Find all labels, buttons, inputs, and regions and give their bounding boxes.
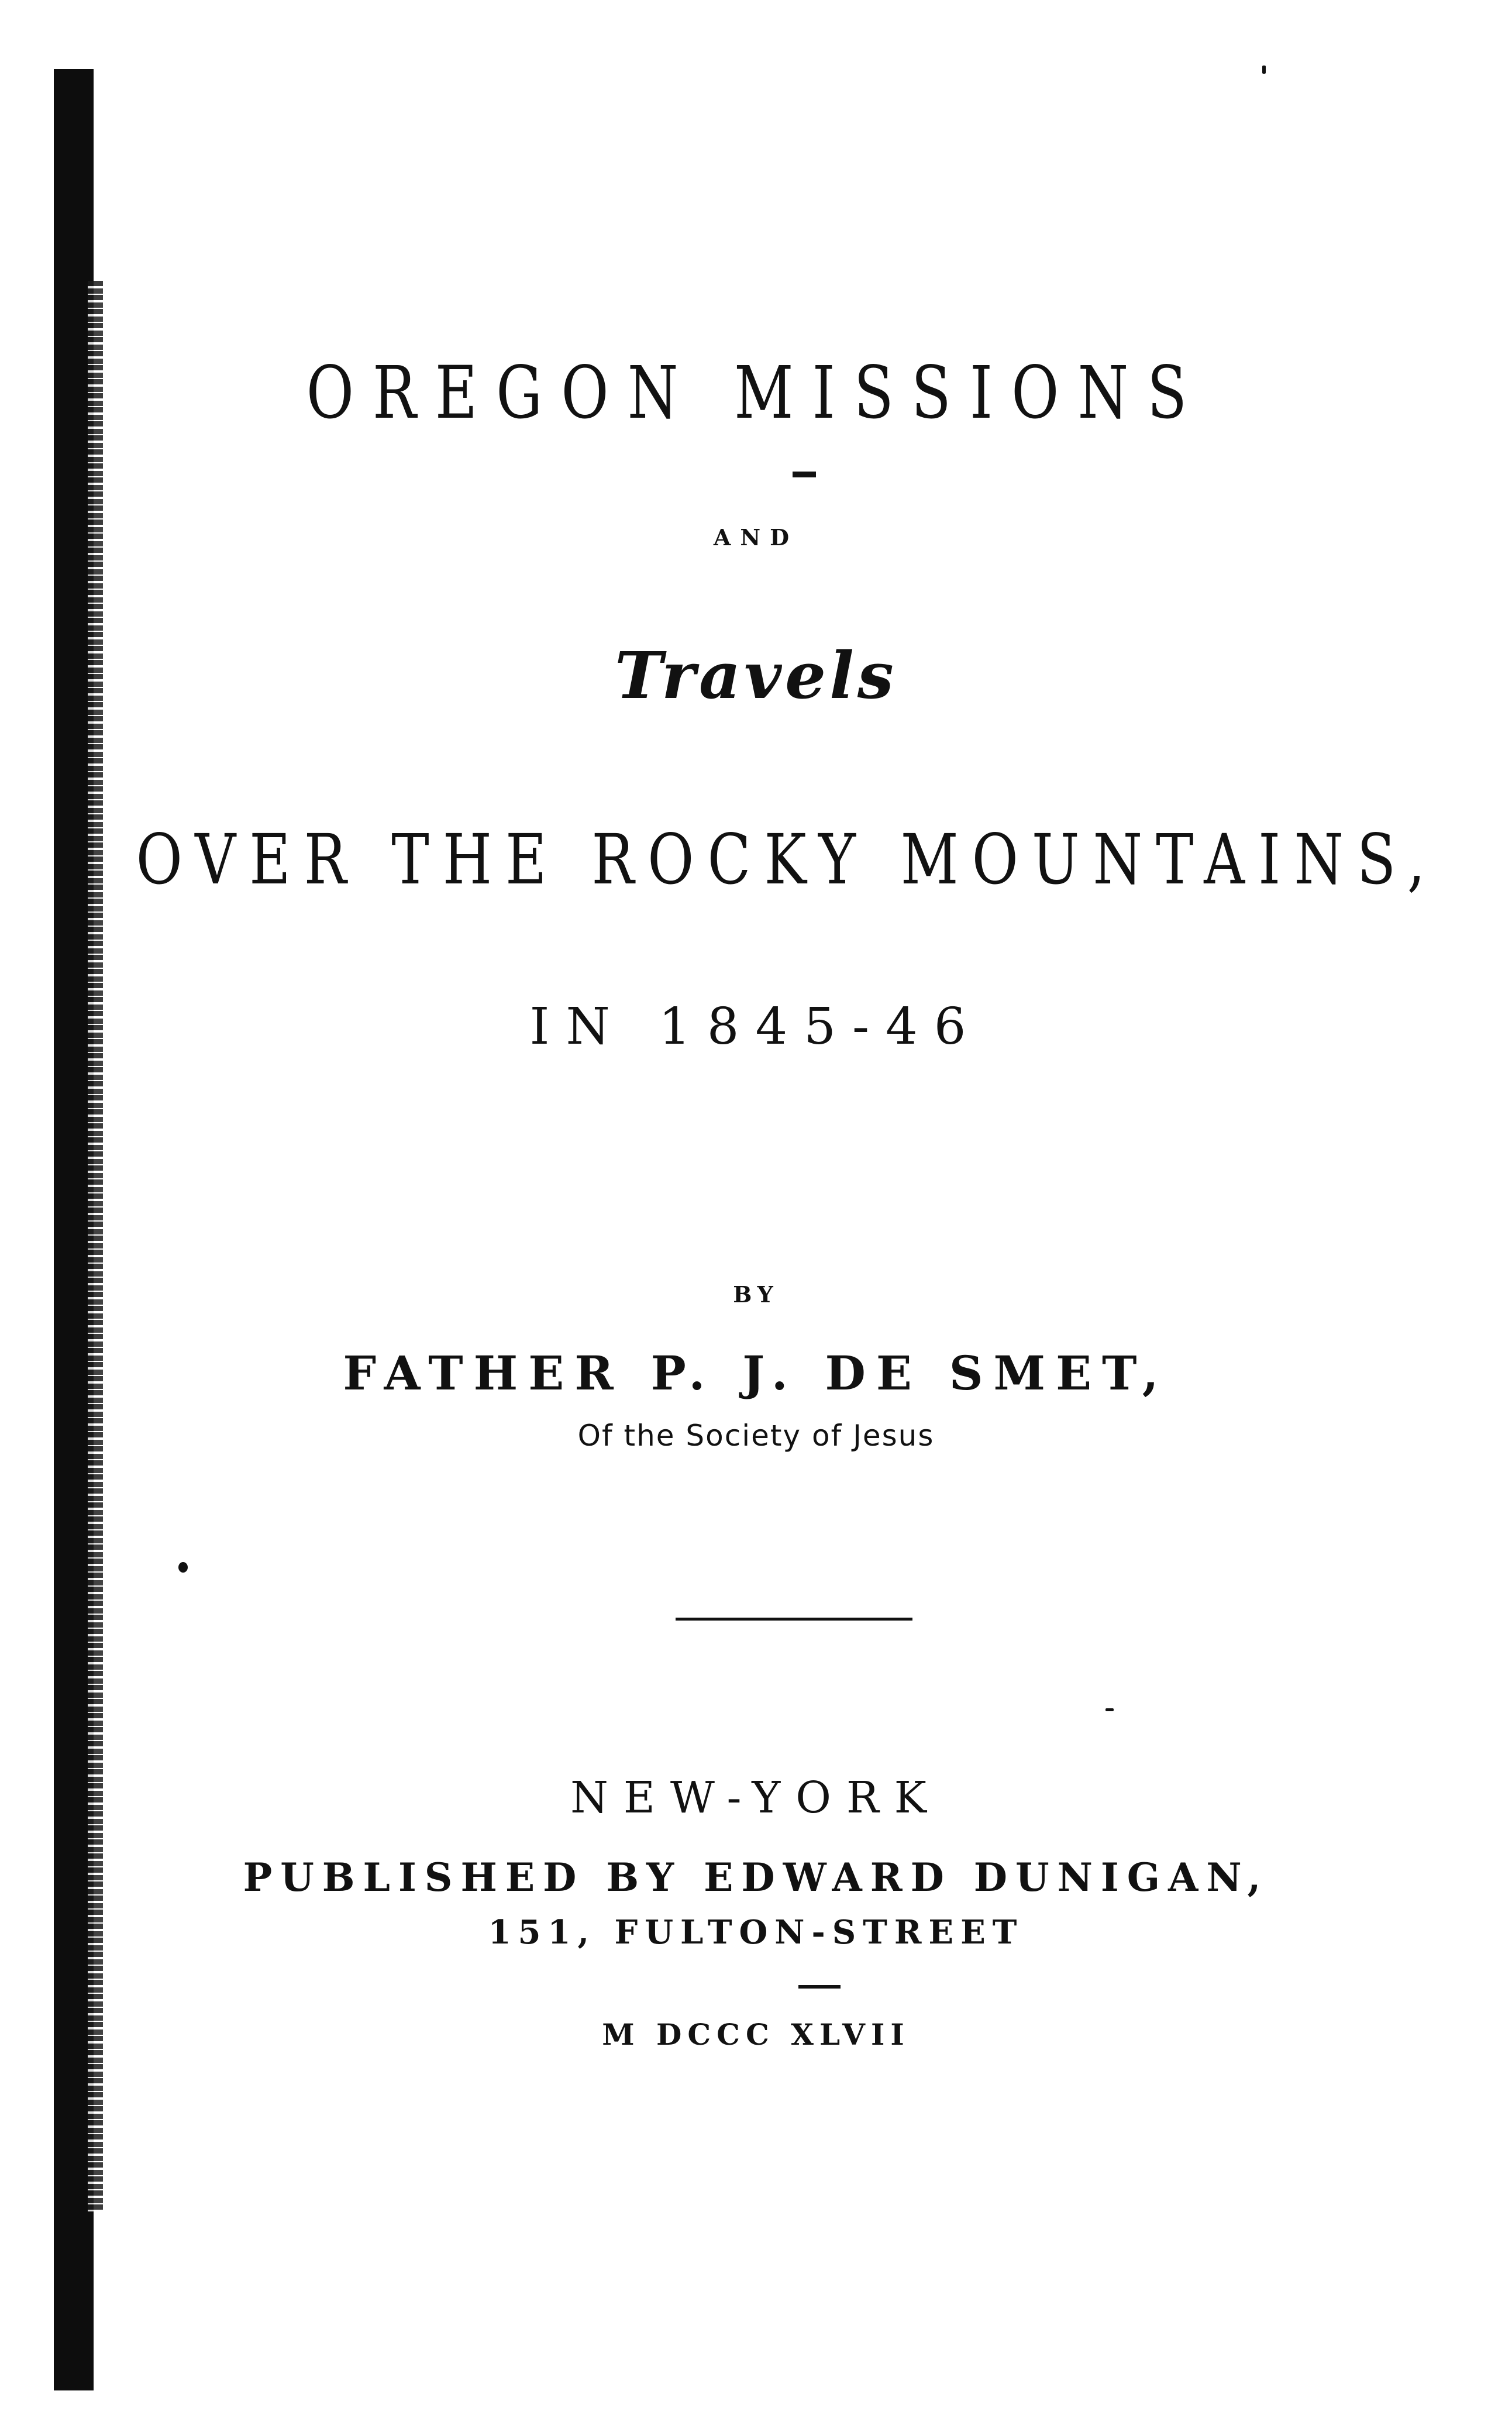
by-label: BY	[733, 1281, 779, 1308]
book-title-travels: Travels	[615, 638, 897, 713]
conjunction-and: AND	[713, 524, 799, 551]
print-speck	[1262, 66, 1266, 74]
publisher-name: PUBLISHED BY EDWARD DUNIGAN,	[243, 1855, 1269, 1900]
author-affiliation: Of the Society of Jesus	[577, 1419, 935, 1453]
book-title-line-2: OVER THE ROCKY MOUNTAINS,	[136, 819, 1439, 900]
divider-rule	[676, 1618, 912, 1621]
print-speck	[1105, 1708, 1114, 1711]
ornament-dash	[793, 472, 816, 477]
book-title-line-1: OREGON MISSIONS	[306, 351, 1206, 435]
print-speck	[178, 1562, 188, 1573]
publisher-address: 151, FULTON-STREET	[488, 1913, 1024, 1952]
short-divider-rule	[798, 1985, 841, 1989]
publication-date: M DCCC XLVII	[602, 2017, 910, 2052]
author-name: FATHER P. J. DE SMET,	[343, 1346, 1169, 1401]
book-title-year: IN 1845-46	[529, 997, 983, 1056]
publication-city: NEW-YORK	[570, 1773, 942, 1823]
